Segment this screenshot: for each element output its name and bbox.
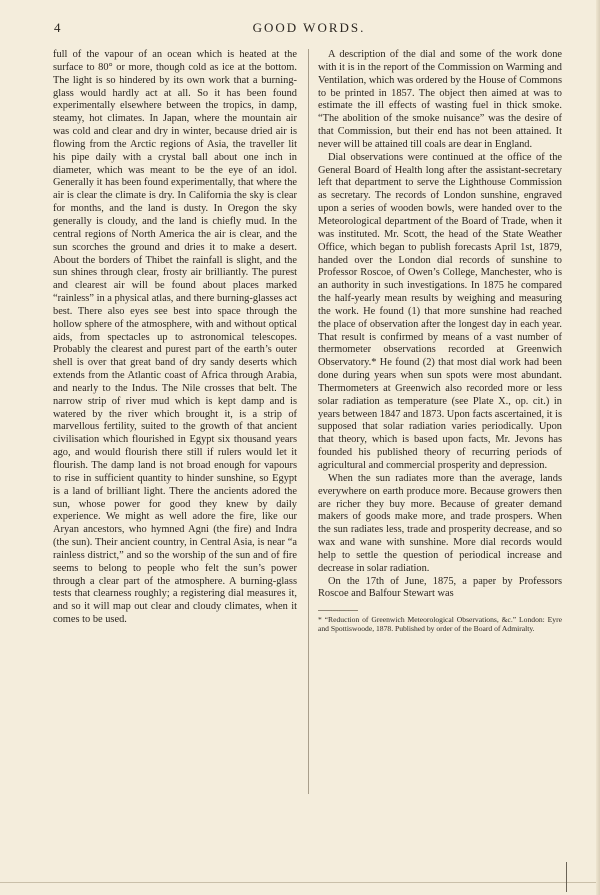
paragraph: full of the vapour of an ocean which is heated at the surface to 80° or more, though cold as ice at the bottom. The light is so hindered by its own work that a burning-glass would hardly act at all. So it has been found experimentally elsewhere between the tropics, in damp, steamy, hot climates. In Japan, where the mountain air was cold and clear and dry in winter, because dried air is flowing from the Arctic regions of Asia, the traveller lit his pipe daily with a crystal ball about one inch in diameter, which was meant to be the eye of an idol. Generally it has been found experimentally, that where the air is clear the climate is dry. In California the sky is clear for months, and the land is dusty. In Oregon the sky generally is cloudy, and the land is chiefly mud. In the central regions of North America the air is clear, and the sun scorches the ground and dries it to make a desert. About the borders of Thibet the rainfall is slight, and the sun shines through clear, frosty air brilliantly. The purest and clearest air will be found about places marked “rainless” in a physical atlas, and there burning-glasses act best. There also eyes see best into space through the hollow sphere of the atmosphere, with and without optical aids, from spectacles up to astronomical telescopes. Probably the clearest and purest part of the earth’s outer shell is over that great band of dry sandy deserts which extends from the Atlantic coast of Africa through Arabia, and nearly to the Indus. The Nile crosses that belt. The narrow strip of river mud which is kept damp and is watered by the river which brought it, is a strip of marvellous fertility, suited to the growth of that ancient civilisation which flourished in Egypt six thousand years ago, and would flourish there still if rulers would let it flourish. The damp land is not broad enough for vapours to rise in sufficient quantity to hinder sunshine, so Egypt is a land of brilliant light. There the ancients adored the sun, whose power for good they knew by daily experience. We might as well adore the fire, like our Aryan ancestors, who hymned Agni (the fire) and Indra (the sun). Their ancient country, in Central Asia, is near “a rainless district,” and so the worship of the sun and of fire seems to belong to people who felt the sun’s power through a clear part of the atmosphere. A burning-glass tests that clearness roughly; a registering dial measures it, and so it will map out clear and cloudy climates, when it comes to be used. <box>53 49 297 626</box>
footnote-rule <box>318 610 358 611</box>
page-header <box>54 20 564 40</box>
running-title: GOOD WORDS. <box>252 20 366 35</box>
article-body <box>53 49 565 794</box>
page-edge-mark <box>566 862 567 892</box>
paragraph: A description of the dial and some of the work done with it is in the report of the Commission on Warming and Ventilation, which was ordered by the House of Commons to be printed in 1857. The object then aimed at was to estimate the ill effects of wasting fuel in thick smoke. “The abolition of the smoke nuisance” was the desire of that Commission, but their end has not been attained. It never will be attained till coals are dear in England. <box>318 49 562 150</box>
page-edge-shadow <box>596 0 600 895</box>
paragraph: Dial observations were continued at the office of the General Board of Health long after the assistant-secretary left that department to serve the Lighthouse Commission as secretary. The records of London sunshine, engraved upon a series of wooden bowls, were handed over to the Meteorological department of the Board of Trade, when it was instituted. Mr. Scott, the head of the State Weather Office, which began to publish forecasts April 1st, 1879, handed over the London dial records of sunshine to Professor Roscoe, of Owen’s College, Manchester, who is an authority in such investigations. In 1875 he compared the half-yearly mean results by weighing and measuring the work. He found (1) that more sunshine had reached the place of observation after the longest day in each year. That result is confirmed by means of a vast number of thermometer observations recorded at Greenwich Observatory.* He found (2) that most dial work had been done during years when sun spots were most abundant. Thermometers at Greenwich also recorded more or less solar radiation as temperature (see Plate X., op. cit.) in years between 1847 and 1873. Upon facts ascertained, it is supposed that solar radiation varies periodically. Upon that theory, which is based upon facts, Mr. Jevons has founded his published theory of recurring periods of agricultural and commercial prosperity and depression. <box>318 151 562 471</box>
paragraph: On the 17th of June, 1875, a paper by Professors Roscoe and Balfour Stewart was <box>318 575 562 600</box>
page-number: 4 <box>54 20 61 35</box>
column-divider <box>308 49 309 794</box>
page-bottom-rule <box>0 882 600 883</box>
footnote: * “Reduction of Greenwich Meteorological Observations, &c.” London: Eyre and Spottiswoode, 1878. Published by order of the Board of Admiralty. <box>318 615 562 634</box>
right-column <box>318 49 562 633</box>
paragraph: When the sun radiates more than the average, lands everywhere on earth produce more. Because growers then are richer they buy more. Because of greater demand makers of goods make more, and trade prospers. When the sun radiates less, trade and prosperity decrease, and so wax and wane with sunshine. More dial records would help to settle the question of periodical increase and decrease in solar radiation. <box>318 472 562 574</box>
left-column <box>53 49 297 627</box>
